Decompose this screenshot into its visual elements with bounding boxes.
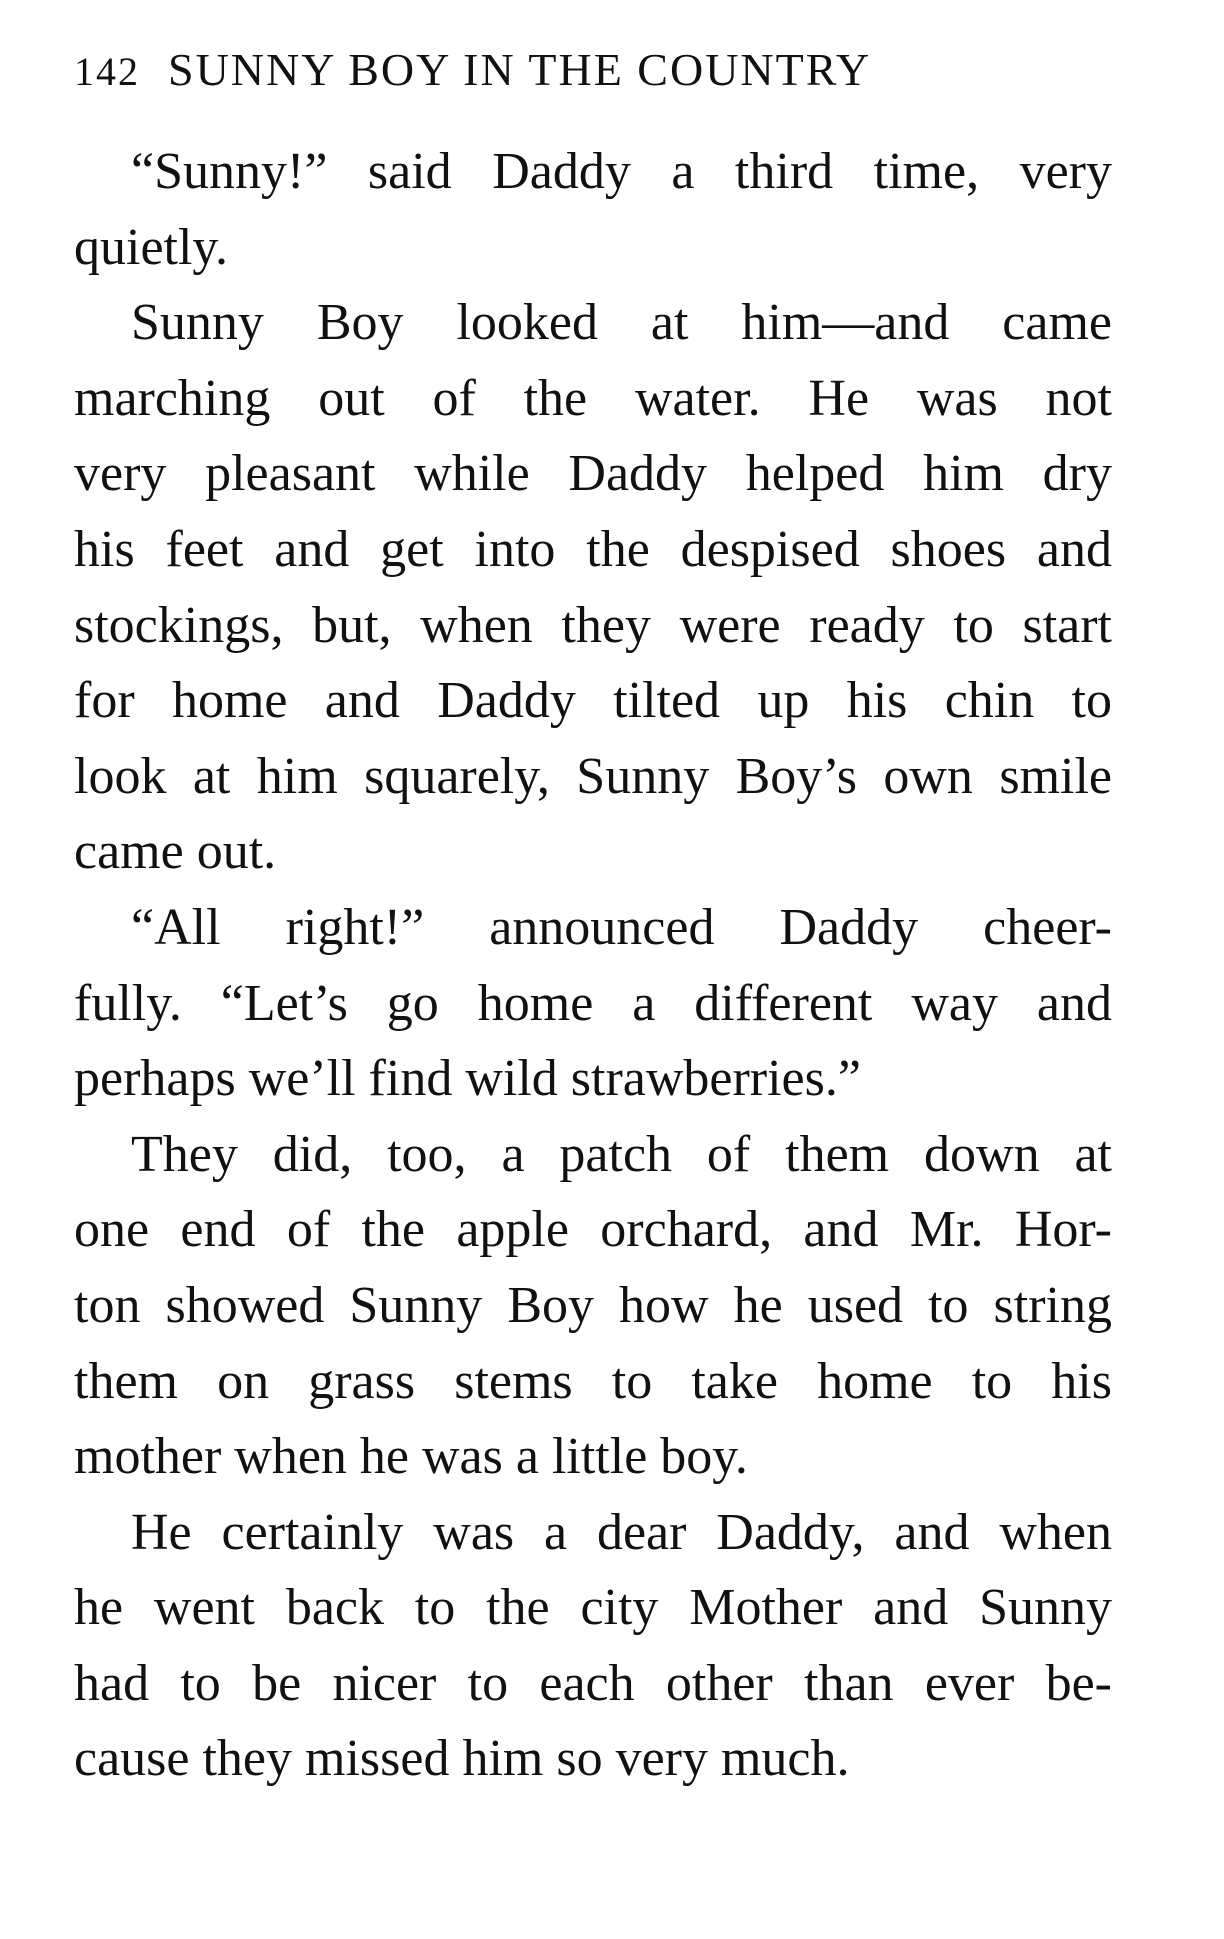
body-text: [74, 134, 1112, 1797]
text-line: He certainly was a dear Daddy, and when: [131, 1503, 1112, 1561]
text-line: them on grass stems to take home to his: [74, 1352, 1112, 1410]
text-line: marching out of the water. He was not: [74, 369, 1112, 427]
running-head: [74, 40, 1114, 100]
text-line: perhaps we’ll find wild strawberries.”: [74, 1050, 861, 1108]
text-line: he went back to the city Mother and Sunny: [74, 1579, 1112, 1637]
text-line: “Sunny!” said Daddy a third time, very: [131, 143, 1112, 200]
text-line: look at him squarely, Sunny Boy’s own smile: [74, 747, 1112, 805]
text-line: came out.: [74, 823, 277, 881]
text-line: ton showed Sunny Boy how he used to string: [74, 1276, 1112, 1334]
page-number: 142: [74, 49, 140, 94]
text-line: had to be nicer to each other than ever be-: [74, 1654, 1112, 1712]
text-line: stockings, but, when they were ready to start: [74, 596, 1112, 654]
text-line: Sunny Boy looked at him—and came: [131, 294, 1112, 352]
text-line: “All right!” announced Daddy cheer-: [131, 898, 1112, 956]
text-line: quietly.: [74, 218, 229, 276]
text-line: one end of the apple orchard, and Mr. Hor-: [74, 1201, 1112, 1259]
book-title: SUNNY BOY IN THE COUNTRY: [168, 44, 872, 95]
text-line: his feet and get into the despised shoes and: [74, 520, 1112, 578]
text-line: mother when he was a little boy.: [74, 1428, 748, 1486]
text-line: fully. “Let’s go home a different way and: [74, 974, 1112, 1032]
text-line: very pleasant while Daddy helped him dry: [74, 445, 1112, 503]
text-line: cause they missed him so very much.: [74, 1730, 850, 1788]
text-line: for home and Daddy tilted up his chin to: [74, 672, 1112, 730]
text-line: They did, too, a patch of them down at: [131, 1125, 1112, 1183]
